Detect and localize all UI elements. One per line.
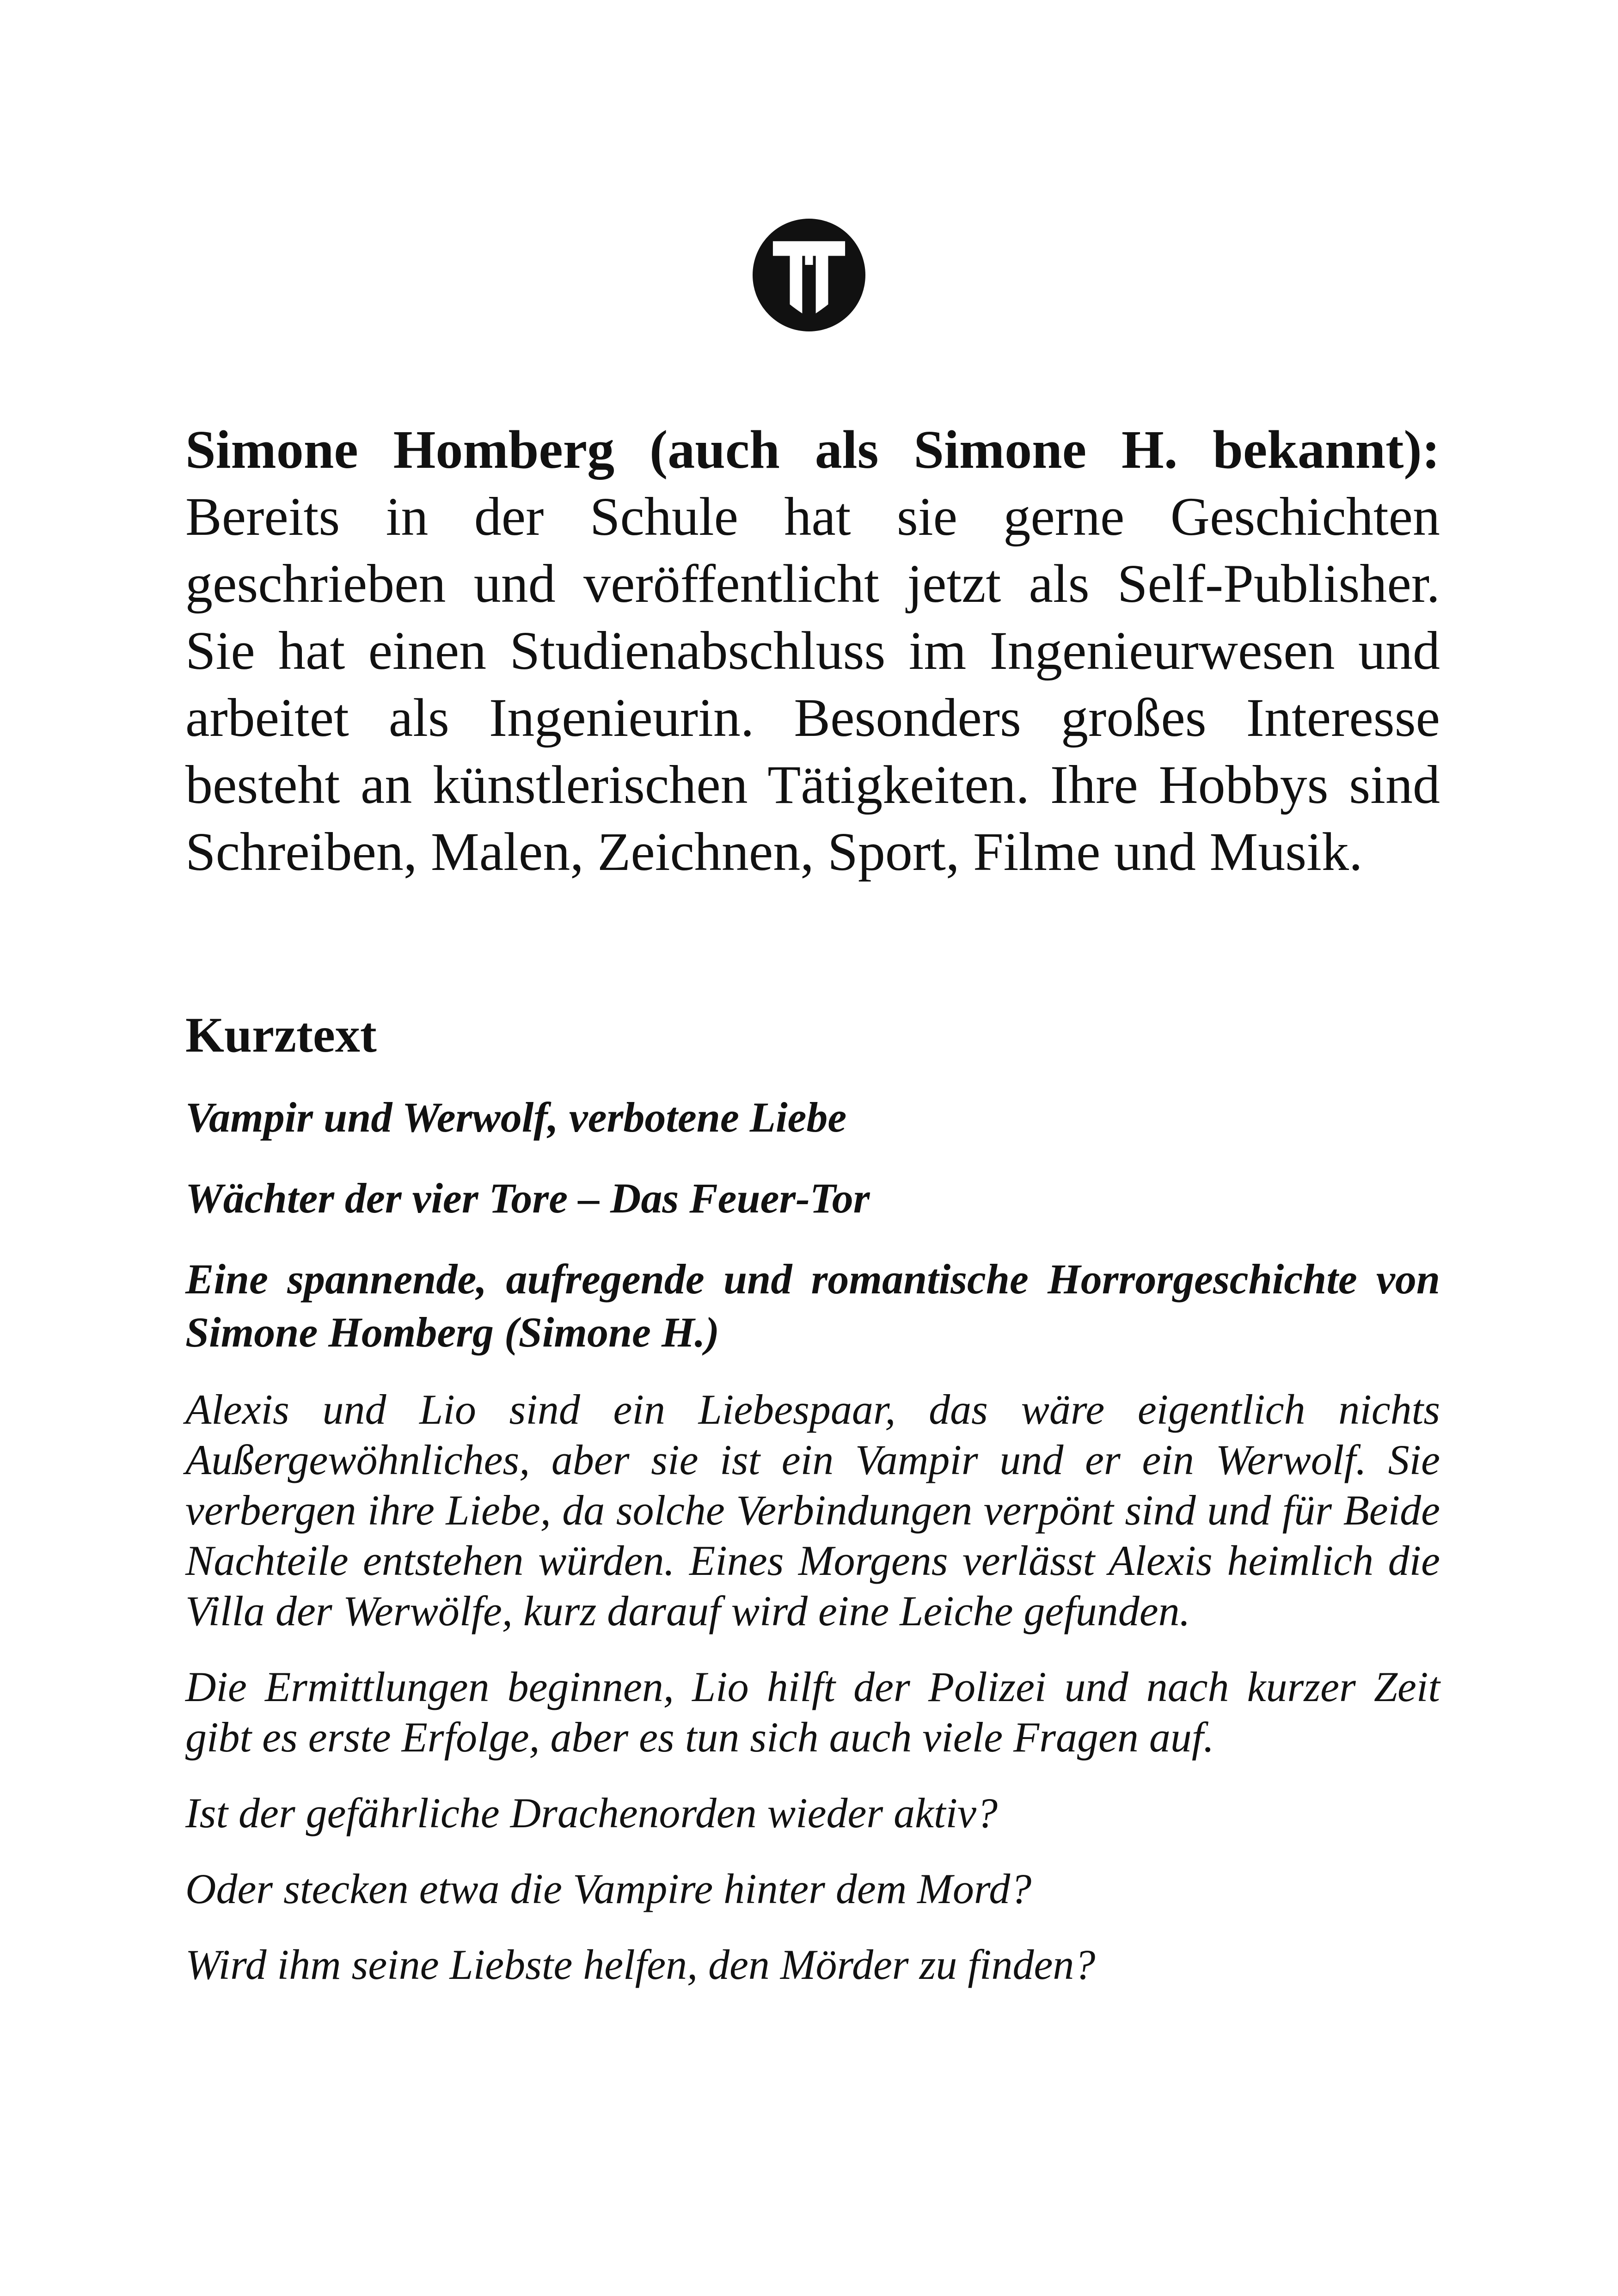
publisher-logo-icon <box>753 219 865 331</box>
blurb-paragraph: Wird ihm seine Liebste helfen, den Mörder zu finden? <box>185 1941 1096 1988</box>
blurb-paragraph: Oder stecken etwa die Vampire hinter dem Mord? <box>185 1865 1032 1912</box>
blurb-paragraph: Alexis und Lio sind ein Liebespaar, das wäre eigentlich nichts Außergewöhnliches, aber sie ist ein Vampir und er ein Werwolf. Sie verbergen ihre Liebe, da solche Verbindungen verpönt sind und für Beide Nachteile entstehen würden. Eines Morgens verlässt Alexis heimlich die Villa der Werwölfe, kurz darauf wird eine Leiche gefunden. <box>185 1386 1440 1635</box>
blurb-paragraph: Die Ermittlungen beginnen, Lio hilft der Polizei und nach kurzer Zeit gibt es erste Erfolge, aber es tun sich auch viele Fragen auf. <box>185 1663 1440 1761</box>
author-bio-text: Bereits in der Schule hat sie gerne Geschichten geschrieben und veröffentlicht jetzt als Self-Publisher. Sie hat einen Studienabschluss im Ingenieurwesen und arbeitet als Ingenieurin. Besonders großes Interesse besteht an künstlerischen Tätigkeiten. Ihre Hobbys sind Schreiben, Malen, Zeichnen, Sport, Filme und Musik. <box>185 486 1440 882</box>
page-content <box>185 416 1440 1990</box>
blurb <box>185 1384 1440 1990</box>
book-title: Vampir und Werwolf, verbotene Liebe <box>185 1094 847 1141</box>
author-bio <box>185 416 1440 885</box>
book-subtitle: Wächter der vier Tore – Das Feuer-Tor <box>185 1175 870 1222</box>
blurb-paragraph: Ist der gefährliche Drachenorden wieder aktiv? <box>185 1789 998 1837</box>
section-heading: Kurztext <box>185 1008 377 1063</box>
author-heading: Simone Homberg (auch als Simone H. bekannt): <box>185 419 1440 480</box>
book-tagline: Eine spannende, aufregende und romantische Horrorgeschichte von Simone Homberg (Simone H.) <box>185 1255 1440 1356</box>
